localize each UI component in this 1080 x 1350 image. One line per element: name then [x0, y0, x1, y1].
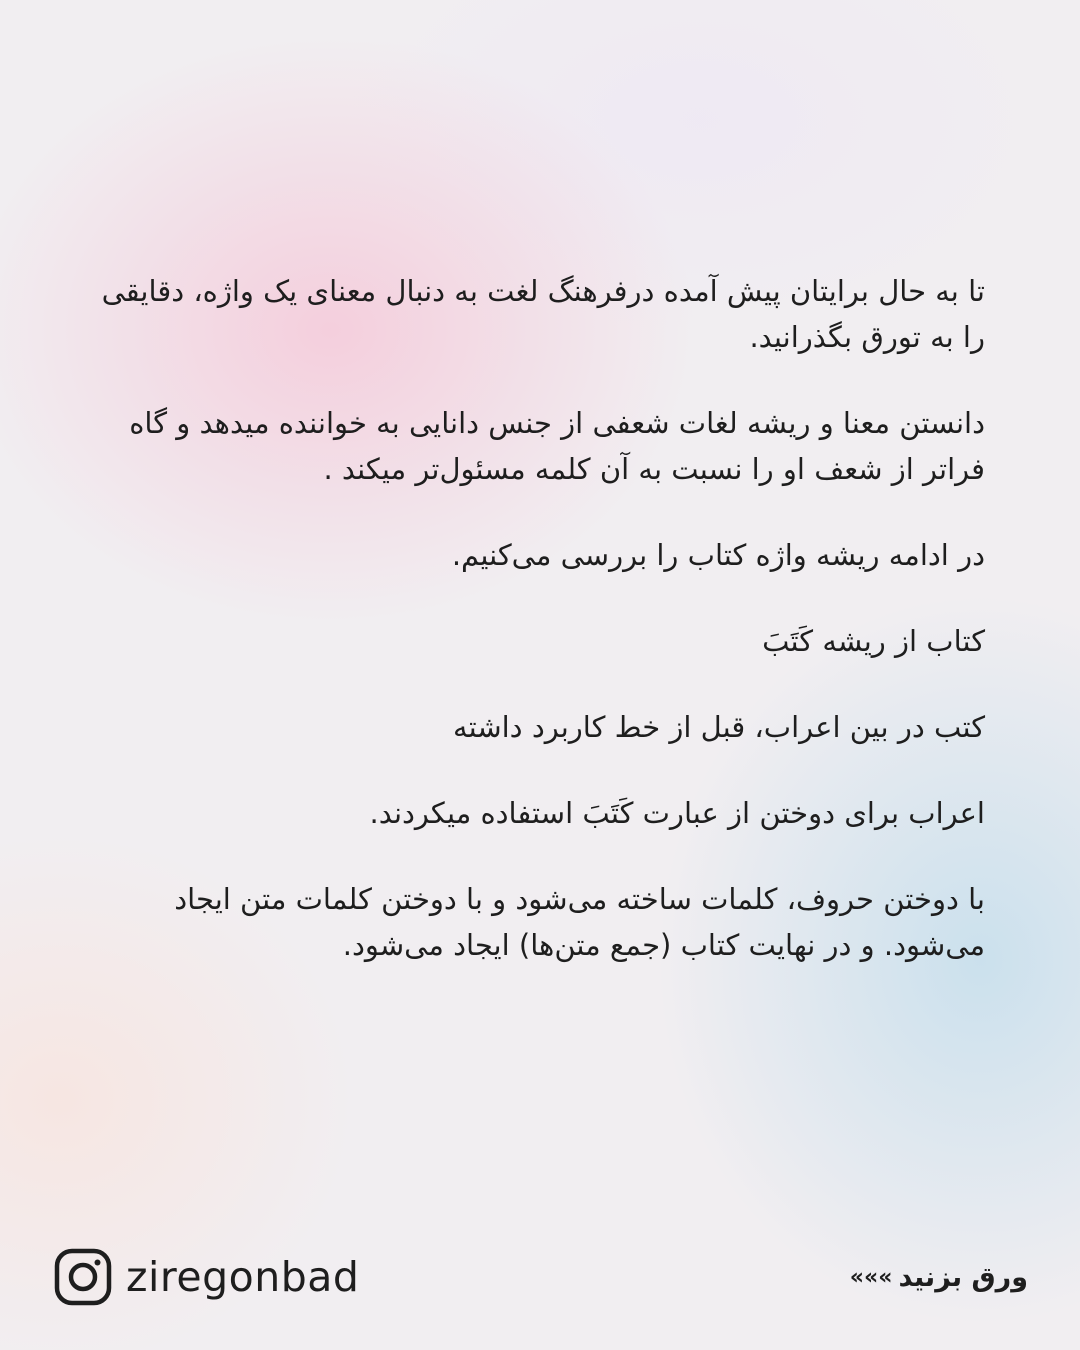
swipe-arrows: ««« — [849, 1265, 893, 1290]
instagram-handle-link[interactable] — [54, 1248, 359, 1306]
swipe-hint — [850, 1258, 1028, 1298]
paragraph-5: کتب در بین اعراب، قبل از خط کاربرد داشته — [453, 710, 985, 744]
post-text — [100, 268, 985, 1008]
paragraph-6: اعراب برای دوختن از عبارت کَتَبَ استفاده میکردند. — [369, 796, 985, 830]
paragraph-4: کتاب از ریشه کَتَبَ — [762, 624, 985, 658]
instagram-handle: ziregonbad — [126, 1253, 360, 1301]
instagram-icon — [54, 1248, 112, 1306]
paragraph-2: دانستن معنا و ریشه لغات شعفی از جنس دانایی به خواننده میدهد و گاه فراتر از شعف او را نسبت به آن کلمه مسئول‌تر میکند . — [129, 406, 985, 486]
paragraph-3: در ادامه ریشه واژه کتاب را بررسی می‌کنیم. — [451, 538, 985, 572]
paragraph-7: با دوختن حروف، کلمات ساخته می‌شود و با دوختن کلمات متن ایجاد می‌شود. و در نهایت کتاب (جمع متن‌ها) ایجاد می‌شود. — [174, 882, 985, 962]
paragraph-1: تا به حال برایتان پیش آمده درفرهنگ لغت به دنبال معنای یک واژه، دقایقی را به تورق بگذرانید. — [101, 274, 985, 354]
swipe-label: ورق بزنید — [898, 1262, 1028, 1293]
